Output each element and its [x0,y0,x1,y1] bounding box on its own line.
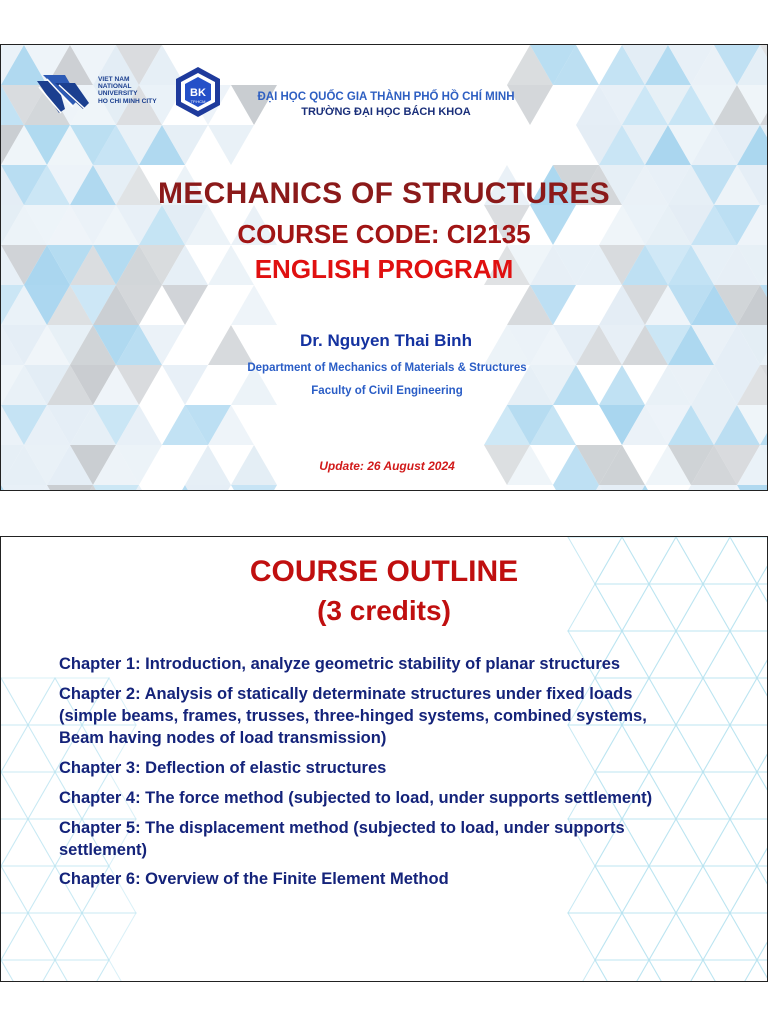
background-triangle [231,285,277,325]
background-line-triangle [757,678,767,725]
background-line-triangle [757,772,767,819]
background-line-triangle [28,960,82,981]
chapter-line: Chapter 1: Introduction, analyze geometric stability of planar structures [59,655,621,673]
background-triangle [93,485,139,490]
background-line-triangle [703,913,757,960]
background-line-triangle [28,913,82,960]
background-triangle [737,485,767,490]
background-line-triangle [676,913,730,960]
department-name: Department of Mechanics of Materials & Structures [247,362,527,374]
background-triangle [1,485,47,490]
faculty-name: Faculty of Civil Engineering [311,385,463,397]
background-line-triangle [1,960,55,981]
vnu-line: UNIVERSITY [98,90,138,98]
background-triangle [47,485,93,490]
chapter-line: settlement) [59,841,148,859]
university-name: TRƯỜNG ĐẠI HỌC BÁCH KHOA [301,106,471,118]
background-line-triangle [703,960,757,981]
chapter-item [59,653,749,675]
bk-logo-subtext: TP.HCM [190,99,206,104]
title-slide [0,44,768,491]
background-line-triangle [55,960,109,981]
chapter-line: (simple beams, frames, trusses, three-hinged systems, combined systems, [59,707,647,725]
background-line-triangle [568,960,622,981]
background-line-triangle [622,913,676,960]
chapter-line: Chapter 2: Analysis of statically determinate structures under fixed loads [59,685,633,703]
chapter-item [59,817,749,861]
background-line-triangle [649,960,703,981]
background-line-triangle [1,678,55,725]
background-line-triangle [55,913,109,960]
national-university-name: ĐẠI HỌC QUỐC GIA THÀNH PHỐ HỒ CHÍ MINH [257,91,515,103]
background-line-triangle [595,913,649,960]
program-name: ENGLISH PROGRAM [254,254,514,284]
outline-slide [0,536,768,982]
vnu-line: HO CHI MINH CITY [98,97,157,105]
background-line-triangle [1,725,55,772]
background-triangle [162,285,208,325]
vnu-logo-icon [35,73,97,117]
vnu-line: NATIONAL [98,83,132,91]
chapter-line: Beam having nodes of load transmission) [59,729,387,747]
background-line-triangle [1,772,55,819]
background-triangle [231,485,277,490]
background-triangle [599,485,645,490]
background-line-triangle [1,913,55,960]
chapter-item [59,683,749,749]
chapter-line: Chapter 4: The force method (subjected to load, under supports settlement) [59,789,653,807]
credits-subtitle: (3 credits) [317,595,451,626]
background-line-triangle [757,960,767,981]
chapter-line: Chapter 3: Deflection of elastic structures [59,759,387,777]
bk-logo-text: BK [190,87,206,99]
background-line-triangle [757,866,767,913]
chapter-line: Chapter 6: Overview of the Finite Element Method [59,870,449,888]
chapter-item [59,757,749,779]
background-line-triangle [82,913,136,960]
course-title: MECHANICS OF STRUCTURES [158,177,610,210]
background-triangle [185,485,231,490]
chapter-line: Chapter 5: The displacement method (subjected to load, under supports [59,819,625,837]
chapter-list [59,653,749,898]
university-header [241,90,531,120]
vnu-logo-text [98,76,157,105]
background-line-triangle [757,819,767,866]
vnu-line: VIET NAM [98,76,130,83]
background-line-triangle [676,960,730,981]
chapter-item [59,868,749,890]
course-code: COURSE CODE: CI2135 [237,219,531,249]
bk-logo-icon [172,65,224,119]
author-name: Dr. Nguyen Thai Binh [300,331,472,350]
background-line-triangle [1,866,55,913]
background-triangle [553,485,599,490]
background-line-triangle [595,960,649,981]
background-line-triangle [730,960,767,981]
outline-title: COURSE OUTLINE [249,555,519,588]
background-line-triangle [82,960,136,981]
background-line-triangle [757,631,767,678]
update-date: Update: 26 August 2024 [319,459,455,473]
background-line-triangle [649,913,703,960]
background-line-triangle [1,819,55,866]
background-triangle [691,485,737,490]
background-triangle [208,125,254,165]
background-line-triangle [568,913,622,960]
background-line-triangle [757,725,767,772]
chapter-item [59,787,749,809]
background-line-triangle [757,913,767,960]
background-line-triangle [1,960,28,981]
background-line-triangle [622,960,676,981]
